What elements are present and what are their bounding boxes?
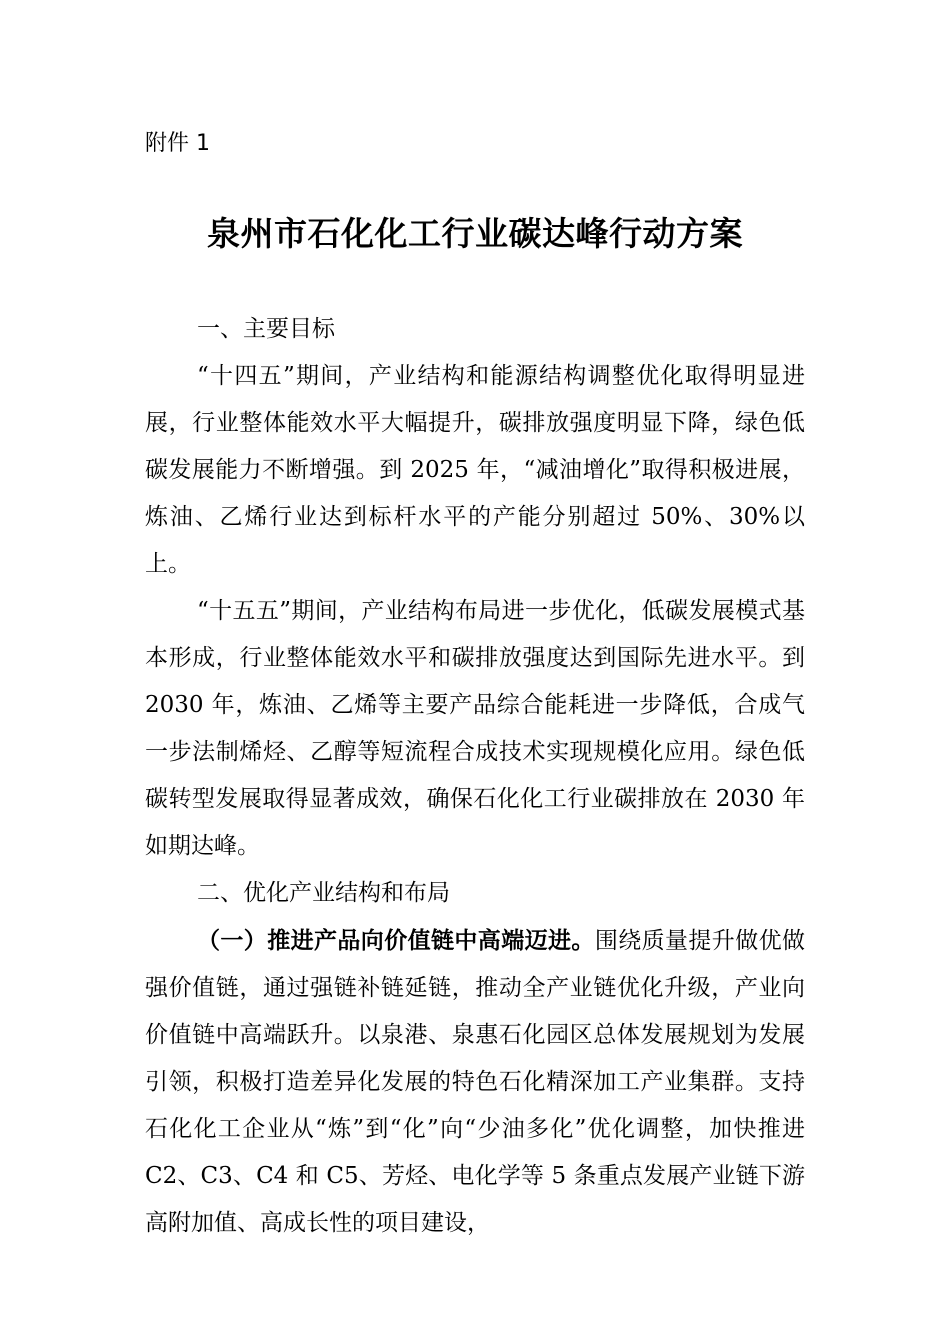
paragraph-15th-five-year: “十五五”期间，产业结构布局进一步优化，低碳发展模式基本形成，行业整体能效水平和碳排放强度达到国际先进水平。到 2030 年，炼油、乙烯等主要产品综合能耗进一步降低，合成气一步法制烯烃、乙醇等短流程合成技术实现规模化应用。绿色低碳转型发展取得显著成效，确保石化化工行业碳排放在 2030 年如期达峰。 (145, 598, 805, 859)
document-title: 泉州市石化化工行业碳达峰行动方案 (207, 214, 743, 253)
attachment-label: 附件 1 (145, 131, 210, 156)
section-heading-optimize-structure: 二、优化产业结构和布局 (197, 880, 450, 906)
paragraph-lead-bold: （一）推进产品向价值链中高端迈进。 (197, 927, 595, 954)
paragraph-value-chain-text: 围绕质量提升做优做强价值链，通过强链补链延链，推动全产业链优化升级，产业向价值链中高端跃升。以泉港、泉惠石化园区总体发展规划为发展引领，积极打造差异化发展的特色石化精深加工产业集群。支持石化化工企业从“炼”到“化”向“少油多化”优化调整，加快推进 C2、C3、C4 和 C5、芳烃、电化学等 5 条重点发展产业链下游高附加值、高成长性的项目建设， (145, 928, 806, 1236)
section-heading-main-goals: 一、主要目标 (197, 316, 335, 342)
paragraph-14th-five-year: “十四五”期间，产业结构和能源结构调整优化取得明显进展，行业整体能效水平大幅提升，碳排放强度明显下降，绿色低碳发展能力不断增强。到 2025 年，“减油增化”取得积极进展，炼油、乙烯行业达到标杆水平的产能分别超过 50%、30%以上。 (145, 363, 805, 577)
document-body (145, 306, 805, 1247)
paragraph-value-chain (145, 917, 805, 1247)
